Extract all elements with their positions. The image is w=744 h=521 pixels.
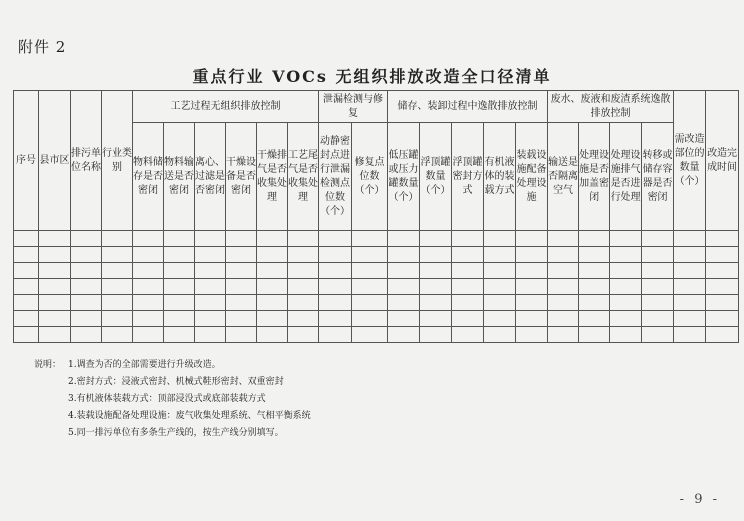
table-cell	[484, 327, 516, 343]
table-cell	[288, 231, 319, 247]
table-cell	[610, 231, 642, 247]
table-cell	[516, 295, 548, 311]
table-cell	[674, 263, 706, 279]
table-cell	[548, 311, 579, 327]
table-cell	[706, 279, 739, 295]
table-cell	[610, 327, 642, 343]
table-cell	[288, 327, 319, 343]
table-cell	[102, 327, 133, 343]
table-cell	[226, 327, 257, 343]
group-header-leak: 泄漏检测与修复	[319, 91, 388, 123]
document-title: 重点行业 VOCs 无组织排放改造全口径清单	[192, 67, 552, 86]
table-cell	[71, 327, 102, 343]
notes-section	[34, 357, 311, 442]
table-cell	[579, 327, 610, 343]
table-cell	[420, 295, 452, 311]
table-cell	[133, 263, 164, 279]
table-cell	[420, 231, 452, 247]
table-cell	[674, 327, 706, 343]
table-cell	[642, 263, 674, 279]
col-header-drying-exhaust: 干燥排气是否收集处理	[257, 123, 288, 231]
group-header-storage: 储存、装卸过程中逸散排放控制	[388, 91, 548, 123]
table-cell	[39, 263, 71, 279]
table-cell	[102, 263, 133, 279]
table-cell	[420, 247, 452, 263]
table-cell	[102, 295, 133, 311]
table-cell	[420, 279, 452, 295]
table-cell	[39, 279, 71, 295]
col-header-centrifuge-filter: 离心、过滤是否密闭	[195, 123, 226, 231]
col-header-material-storage: 物料储存是否密闭	[133, 123, 164, 231]
table-cell	[195, 231, 226, 247]
table-cell	[516, 311, 548, 327]
table-cell	[257, 231, 288, 247]
table-cell	[319, 231, 352, 247]
table-cell	[548, 263, 579, 279]
table-cell	[452, 231, 484, 247]
table-cell	[226, 279, 257, 295]
note-item: 4.装载设施配备处理设施：废气收集处理系统、气相平衡系统	[68, 411, 311, 421]
table-cell	[39, 247, 71, 263]
table-cell	[288, 263, 319, 279]
table-cell	[288, 279, 319, 295]
col-header-county: 县市区	[39, 91, 71, 231]
table-cell	[39, 295, 71, 311]
table-cell	[642, 311, 674, 327]
col-header-repair-points: 修复点位数（个）	[352, 123, 388, 231]
table-cell	[71, 311, 102, 327]
table-row	[14, 279, 739, 295]
table-row	[14, 263, 739, 279]
table-cell	[706, 263, 739, 279]
table-cell	[71, 279, 102, 295]
table-row	[14, 327, 739, 343]
table-cell	[14, 311, 39, 327]
col-header-loading-method: 有机液体的装载方式	[484, 123, 516, 231]
table-cell	[388, 279, 420, 295]
table-cell	[288, 311, 319, 327]
table-cell	[484, 295, 516, 311]
table-cell	[39, 327, 71, 343]
table-cell	[548, 295, 579, 311]
table-cell	[226, 231, 257, 247]
table-cell	[195, 247, 226, 263]
table-cell	[257, 311, 288, 327]
table-cell	[610, 263, 642, 279]
table-cell	[14, 231, 39, 247]
table-cell	[706, 247, 739, 263]
table-cell	[226, 263, 257, 279]
table-cell	[610, 295, 642, 311]
table-cell	[548, 327, 579, 343]
table-cell	[319, 279, 352, 295]
table-cell	[288, 295, 319, 311]
col-header-process-tail-gas: 工艺尾气是否收集处理	[288, 123, 319, 231]
table-cell	[674, 295, 706, 311]
table-cell	[257, 263, 288, 279]
table-cell	[484, 231, 516, 247]
table-cell	[706, 311, 739, 327]
table-cell	[133, 279, 164, 295]
table-cell	[420, 327, 452, 343]
table-cell	[319, 311, 352, 327]
table-cell	[288, 247, 319, 263]
col-header-cover-sealed: 处理设施是否加盖密闭	[579, 123, 610, 231]
table-cell	[706, 295, 739, 311]
page-number: - 9 -	[679, 492, 720, 507]
col-header-industry: 行业类别	[102, 91, 133, 231]
table-cell	[674, 231, 706, 247]
table-cell	[133, 327, 164, 343]
table-cell	[388, 247, 420, 263]
col-header-exhaust-treated: 处理设施排气是否进行处理	[610, 123, 642, 231]
table-cell	[484, 247, 516, 263]
table-cell	[516, 279, 548, 295]
table-cell	[610, 247, 642, 263]
table-cell	[516, 231, 548, 247]
col-header-floating-roof-tanks: 浮顶罐数量（个）	[420, 123, 452, 231]
table-cell	[14, 247, 39, 263]
table-cell	[484, 263, 516, 279]
table-row	[14, 247, 739, 263]
table-cell	[548, 247, 579, 263]
table-cell	[226, 247, 257, 263]
table-cell	[579, 231, 610, 247]
table-cell	[642, 327, 674, 343]
table-cell	[388, 231, 420, 247]
attachment-label: 附件 2	[18, 38, 67, 56]
table-cell	[420, 311, 452, 327]
table-cell	[257, 279, 288, 295]
table-cell	[388, 327, 420, 343]
col-header-modify-count: 需改造部位的数量（个）	[674, 91, 706, 231]
note-item: 5.同一排污单位有多条生产线的，按生产线分别填写。	[68, 428, 284, 438]
table-cell	[352, 327, 388, 343]
table-cell	[579, 263, 610, 279]
table-cell	[516, 263, 548, 279]
col-header-material-transfer: 物料输送是否密闭	[164, 123, 195, 231]
table-cell	[133, 311, 164, 327]
table-cell	[388, 263, 420, 279]
table-cell	[195, 279, 226, 295]
col-header-loading-treatment: 装载设施配备处理设施	[516, 123, 548, 231]
table-cell	[164, 231, 195, 247]
table-cell	[257, 327, 288, 343]
table-cell	[642, 295, 674, 311]
table-cell	[102, 279, 133, 295]
table-cell	[352, 279, 388, 295]
notes-label: 说明：	[34, 360, 62, 370]
table-row	[14, 311, 739, 327]
col-header-unit-name: 排污单位名称	[71, 91, 102, 231]
table-cell	[452, 327, 484, 343]
table-cell	[642, 279, 674, 295]
table-cell	[14, 263, 39, 279]
table-cell	[642, 231, 674, 247]
table-cell	[548, 279, 579, 295]
table-cell	[164, 327, 195, 343]
table-cell	[164, 263, 195, 279]
table-cell	[642, 247, 674, 263]
note-item: 3.有机液体装载方式：顶部浸没式或底部装载方式	[68, 394, 266, 404]
table-cell	[579, 279, 610, 295]
table-cell	[674, 311, 706, 327]
col-header-finish-time: 改造完成时间	[706, 91, 739, 231]
table-cell	[352, 247, 388, 263]
table-cell	[388, 311, 420, 327]
table-cell	[706, 231, 739, 247]
table-cell	[352, 231, 388, 247]
table-cell	[195, 263, 226, 279]
table-cell	[352, 263, 388, 279]
table-cell	[319, 247, 352, 263]
table-cell	[319, 295, 352, 311]
table-cell	[319, 327, 352, 343]
table-cell	[226, 295, 257, 311]
table-cell	[319, 263, 352, 279]
table-cell	[14, 327, 39, 343]
table-cell	[14, 295, 39, 311]
table-cell	[39, 311, 71, 327]
table-cell	[388, 295, 420, 311]
table-cell	[420, 263, 452, 279]
col-header-container-sealed: 转移或储存容器是否密闭	[642, 123, 674, 231]
col-header-pressure-tanks: 低压罐或压力罐数量（个）	[388, 123, 420, 231]
table-cell	[352, 295, 388, 311]
col-header-seq: 序号	[14, 91, 39, 231]
table-cell	[133, 295, 164, 311]
table-cell	[195, 311, 226, 327]
table-cell	[610, 311, 642, 327]
table-cell	[102, 231, 133, 247]
table-cell	[452, 263, 484, 279]
table-cell	[164, 279, 195, 295]
col-header-air-isolation: 输送是否隔离空气	[548, 123, 579, 231]
table-cell	[195, 295, 226, 311]
table-cell	[674, 247, 706, 263]
table-cell	[579, 247, 610, 263]
table-cell	[133, 247, 164, 263]
table-cell	[257, 295, 288, 311]
table-cell	[484, 279, 516, 295]
table-cell	[674, 279, 706, 295]
table-cell	[14, 279, 39, 295]
table-cell	[706, 327, 739, 343]
table-cell	[452, 279, 484, 295]
table-cell	[71, 247, 102, 263]
table-cell	[352, 311, 388, 327]
table-cell	[257, 247, 288, 263]
table-cell	[484, 311, 516, 327]
table-cell	[610, 279, 642, 295]
table-cell	[164, 247, 195, 263]
table-cell	[452, 247, 484, 263]
col-header-leak-points: 动静密封点进行泄漏检测点位数（个）	[319, 123, 352, 231]
note-item: 2.密封方式：浸液式密封、机械式鞋形密封、双重密封	[68, 377, 284, 387]
col-header-drying-equipment: 干燥设备是否密闭	[226, 123, 257, 231]
table-cell	[39, 231, 71, 247]
group-header-waste: 废水、废液和废渣系统逸散排放控制	[548, 91, 674, 123]
table-cell	[579, 295, 610, 311]
table-cell	[226, 311, 257, 327]
table-cell	[452, 311, 484, 327]
table-cell	[579, 311, 610, 327]
note-item: 1.调查为否的全部需要进行升级改造。	[68, 360, 221, 370]
table-cell	[452, 295, 484, 311]
table-cell	[195, 327, 226, 343]
table-cell	[133, 231, 164, 247]
group-header-process: 工艺过程无组织排放控制	[133, 91, 319, 123]
table-cell	[71, 263, 102, 279]
table-cell	[548, 231, 579, 247]
col-header-roof-seal: 浮顶罐密封方式	[452, 123, 484, 231]
table-cell	[164, 311, 195, 327]
table-row	[14, 231, 739, 247]
table-cell	[516, 327, 548, 343]
table-cell	[71, 231, 102, 247]
table-cell	[164, 295, 195, 311]
table-row	[14, 295, 739, 311]
table-cell	[102, 311, 133, 327]
table-cell	[102, 247, 133, 263]
table-cell	[71, 295, 102, 311]
table-cell	[516, 247, 548, 263]
voc-inventory-table	[13, 90, 739, 343]
